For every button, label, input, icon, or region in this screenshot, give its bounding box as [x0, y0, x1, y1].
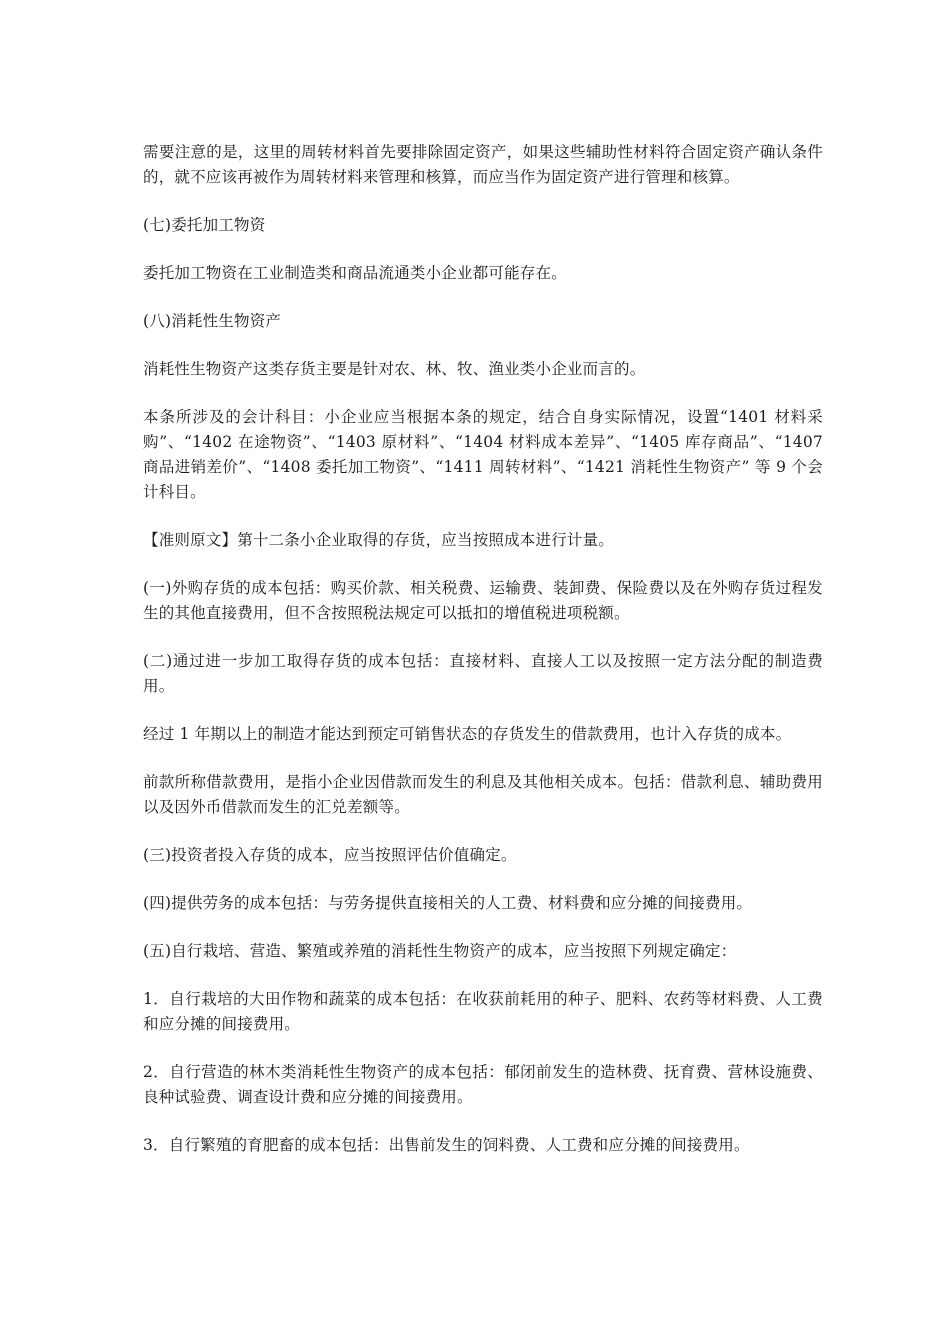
heading-consumable-biological-assets: (八)消耗性生物资产: [143, 312, 282, 330]
paragraph-turnover-materials-note: 需要注意的是，这里的周转材料首先要排除固定资产，如果这些辅助性材料符合固定资产确认条件的，就不应该再被作为周转材料来管理和核算，而应当作为固定资产进行管理和核算。: [143, 143, 823, 186]
paragraph-self-cultivated-assets: (五)自行栽培、营造、繁殖或养殖的消耗性生物资产的成本，应当按照下列规定确定：: [143, 942, 737, 960]
paragraph-standard-article-12: 【准则原文】第十二条小企业取得的存货，应当按照成本进行计量。: [143, 531, 615, 549]
list-item-fattening-livestock: 3．自行繁殖的育肥畜的成本包括：出售前发生的饲料费、人工费和应分摊的间接费用。: [143, 1136, 750, 1154]
paragraph-purchased-inventory-cost: (一)外购存货的成本包括：购买价款、相关税费、运输费、装卸费、保险费以及在外购存货过程发生的其他直接费用，但不含按照税法规定可以抵扣的增值税进项税额。: [143, 579, 823, 622]
heading-consigned-processing-materials: (七)委托加工物资: [143, 216, 266, 234]
list-item-forestry-assets: 2．自行营造的林木类消耗性生物资产的成本包括：郁闭前发生的造林费、抚育费、营林设施费、良种试验费、调查设计费和应分摊的间接费用。: [143, 1063, 823, 1106]
paragraph-consumable-biological-assets: 消耗性生物资产这类存货主要是针对农、林、牧、渔业类小企业而言的。: [143, 360, 646, 378]
paragraph-accounting-subjects: 本条所涉及的会计科目：小企业应当根据本条的规定，结合自身实际情况，设置“1401 材料采购”、“1402 在途物资”、“1403 原材料”、“1404 材料成本差异”、“1405 库存商品”、“1407 商品进销差价”、“1408 委托加工物资”、“1411 周转材料”、“1421 消耗性生物资产” 等 9 个会计科目。: [143, 408, 823, 501]
paragraph-borrowing-costs-definition: 前款所称借款费用，是指小企业因借款而发生的利息及其他相关成本。包括：借款利息、辅助费用以及因外币借款而发生的汇兑差额等。: [143, 773, 823, 816]
paragraph-consigned-processing: 委托加工物资在工业制造类和商品流通类小企业都可能存在。: [143, 264, 567, 282]
paragraph-labor-service-cost: (四)提供劳务的成本包括：与劳务提供直接相关的人工费、材料费和应分摊的间接费用。: [143, 894, 753, 912]
document-body: [143, 140, 823, 1181]
paragraph-borrowing-costs: 经过 1 年期以上的制造才能达到预定可销售状态的存货发生的借款费用，也计入存货的成本。: [143, 725, 792, 743]
list-item-field-crops: 1．自行栽培的大田作物和蔬菜的成本包括：在收获前耗用的种子、肥料、农药等材料费、人工费和应分摊的间接费用。: [143, 990, 823, 1033]
paragraph-investor-contributed-inventory: (三)投资者投入存货的成本，应当按照评估价值确定。: [143, 846, 517, 864]
paragraph-processed-inventory-cost: (二)通过进一步加工取得存货的成本包括：直接材料、直接人工以及按照一定方法分配的制造费用。: [143, 652, 823, 695]
